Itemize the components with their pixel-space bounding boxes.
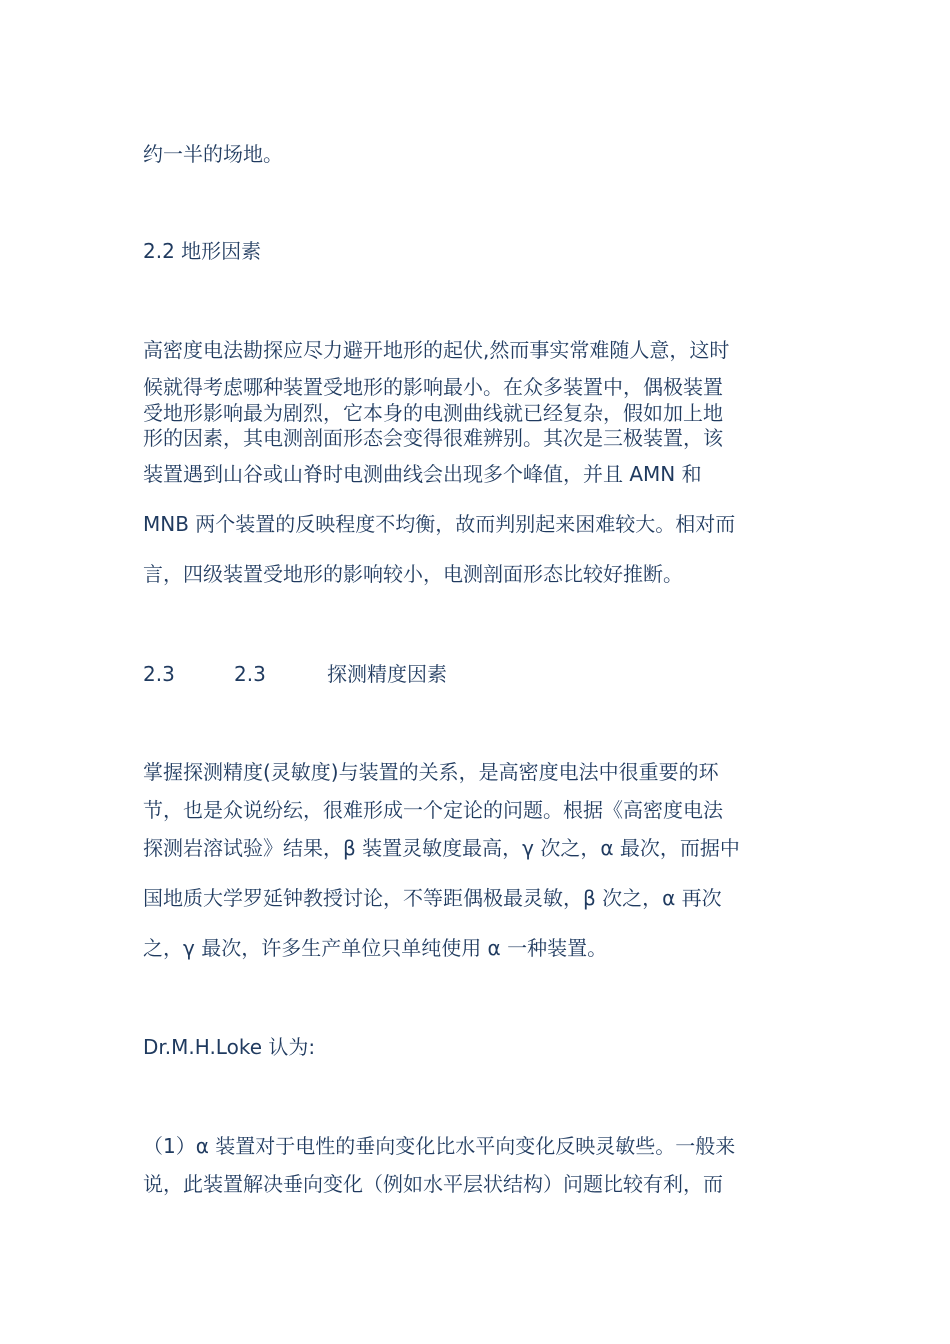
paragraph-line: 形的因素，其电测剖面形态会变得很难辨别。其次是三极装置，该 [143,426,723,450]
paragraph-line: 候就得考虑哪种装置受地形的影响最小。在众多装置中，偶极装置 [143,375,723,399]
paragraph-line: 受地形影响最为剧烈，它本身的电测曲线就已经复杂，假如加上地 [143,401,723,425]
section-number: 2.3 [143,662,175,686]
paragraph-line: 装置遇到山谷或山脊时电测曲线会出现多个峰值，并且 AMN 和 [143,462,702,486]
paragraph-line: 掌握探测精度(灵敏度)与装置的关系，是高密度电法中很重要的环 [143,760,719,784]
paragraph-line: Dr.M.H.Loke 认为: [143,1035,316,1059]
paragraph-line: 约一半的场地。 [143,142,283,166]
paragraph-line: （1）α 装置对于电性的垂向变化比水平向变化反映灵敏些。一般来 [143,1134,736,1158]
paragraph-line: 节，也是众说纷纭，很难形成一个定论的问题。根据《高密度电法 [143,798,723,822]
section-number: 2.3 [234,662,266,686]
paragraph-line: MNB 两个装置的反映程度不均衡，故而判别起来困难较大。相对而 [143,512,736,536]
paragraph-line: 之，γ 最次，许多生产单位只单纯使用 α 一种装置。 [143,936,608,960]
paragraph-line: 言，四级装置受地形的影响较小，电测剖面形态比较好推断。 [143,562,683,586]
paragraph-line: 说，此装置解决垂向变化（例如水平层状结构）问题比较有利，而 [143,1172,723,1196]
section-heading-2-2: 2.2 地形因素 [143,239,262,263]
section-title: 探测精度因素 [327,662,447,686]
paragraph-line: 探测岩溶试验》结果，β 装置灵敏度最高，γ 次之，α 最次，而据中 [143,836,740,860]
paragraph-line: 高密度电法勘探应尽力避开地形的起伏,然而事实常难随人意，这时 [143,338,730,362]
paragraph-line: 国地质大学罗延钟教授讨论，不等距偶极最灵敏，β 次之，α 再次 [143,886,722,910]
